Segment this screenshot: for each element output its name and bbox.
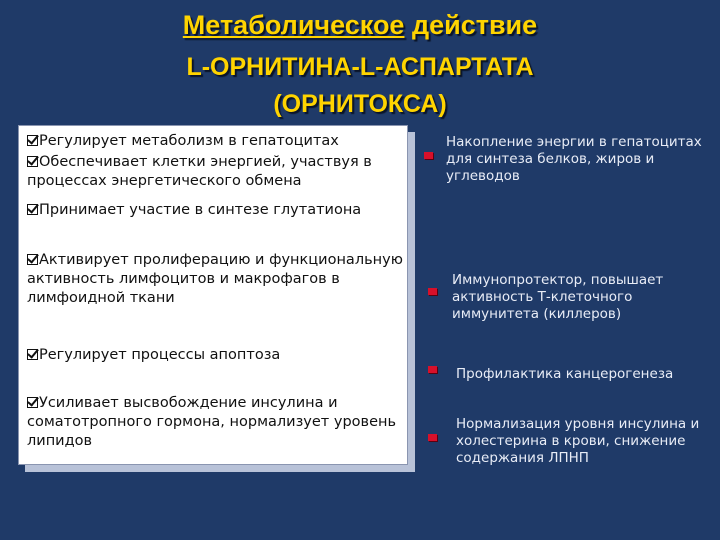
action-item [27, 153, 407, 191]
action-item [27, 132, 407, 151]
title-line-1-rest: действие [411, 10, 538, 40]
checkbox-icon [27, 349, 38, 360]
checkbox-icon [27, 135, 38, 146]
bullet-marker-icon [424, 152, 433, 159]
action-text: Усиливает высвобождение инсулина и соматотропного гормона, нормализует уровень липидов [27, 395, 397, 449]
action-text: Регулирует метаболизм в гепатоцитах [39, 133, 339, 149]
action-text: Активирует пролиферацию и функциональную активность лимфоцитов и макрофагов в лимфоидной ткани [27, 252, 403, 306]
effect-text: Нормализация уровня инсулина и холестерина в крови, снижение содержания ЛПНП [456, 416, 700, 466]
checkbox-icon [27, 204, 38, 215]
checkbox-icon [27, 156, 38, 167]
bullet-marker-icon [428, 434, 437, 441]
effect-text: Иммунопротектор, повышает активность Т-клеточного иммунитета (киллеров) [452, 272, 664, 322]
action-item [27, 394, 407, 451]
effect-text: Профилактика канцерогенеза [456, 366, 674, 382]
action-item [27, 251, 407, 308]
action-text: Обеспечивает клетки энергией, участвуя в процессах энергетического обмена [27, 154, 372, 189]
title-line-1 [0, 10, 720, 41]
checkbox-icon [27, 397, 38, 408]
title-underlined-word: Метаболическое [182, 10, 405, 40]
bullet-marker-icon [428, 366, 437, 373]
effect-text: Накопление энергии в гепатоцитах для синтеза белков, жиров и углеводов [446, 134, 702, 184]
checkbox-icon [27, 254, 38, 265]
action-item [27, 346, 407, 365]
bullet-marker-icon [428, 288, 437, 295]
title-line-3: (ОРНИТОКСА) [273, 90, 447, 118]
action-text: Регулирует процессы апоптоза [39, 347, 281, 363]
action-item [27, 201, 407, 220]
title-line-2: L-ОРНИТИНА-L-АСПАРТАТА [186, 53, 534, 81]
actions-panel [18, 125, 408, 465]
action-text: Принимает участие в синтезе глутатиона [39, 202, 362, 218]
